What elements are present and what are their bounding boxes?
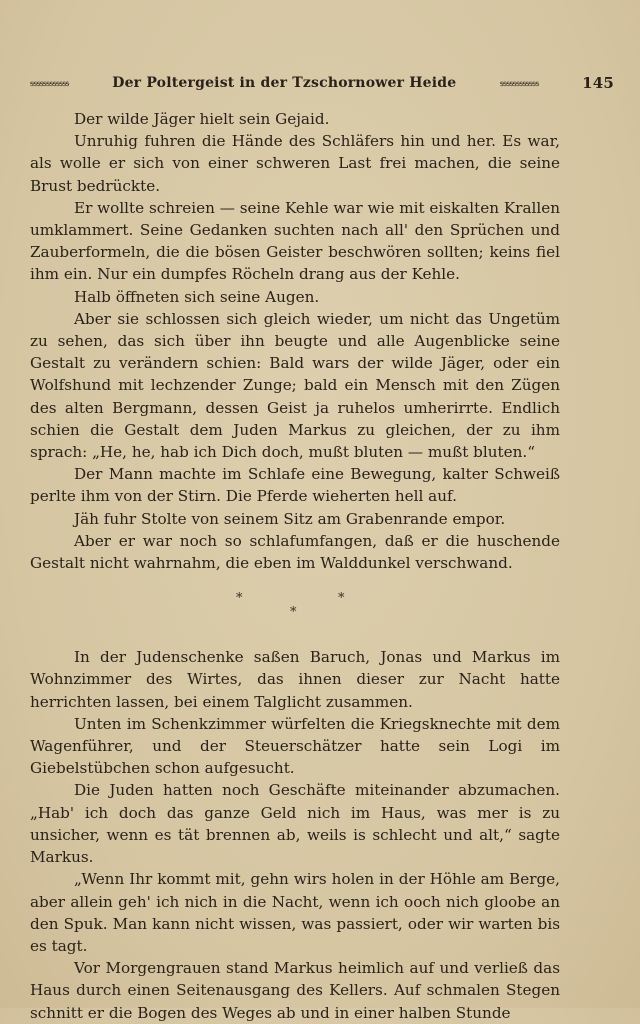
paragraph: Unruhig fuhren die Hände des Schläfers hin und her. Es war, als wolle er sich von einer schweren Last frei machen, die seine Brust bedrückte. xyxy=(30,132,560,195)
paragraph: „Wenn Ihr kommt mit, gehn wirs holen in der Höhle am Berge, aber allein geh' ich nich in die Nacht, wenn ich ooch nich gloobe an den Spuk. Man kann nicht wissen, was passiert, oder wir warten bis es tagt. xyxy=(30,870,560,955)
paragraph: Der Mann machte im Schlafe eine Bewegung, kalter Schweiß perlte ihm von der Stirn. Die Pferde wieherten hell auf. xyxy=(30,465,560,506)
page-number: 145 xyxy=(582,74,614,92)
paragraph: Aber sie schlossen sich gleich wieder, um nicht das Ungetüm zu sehen, das sich über ihn beugte und alle Augenblicke seine Gestalt zu verändern schien: Bald wars der wilde Jäger, oder ein Wolfshund mit lechzender Zunge; bald ein Mensch mit den Zügen des alten Bergmann, dessen Geist ja ruhelos umherirrte. Endlich schien die Gestalt dem Juden Markus zu gleichen, der zu ihm sprach: „He, he, hab ich Dich doch, mußt bluten — mußt bluten.“ xyxy=(30,309,560,462)
running-title: Der Poltergeist in der Tzschornower Heide xyxy=(112,75,457,91)
paragraph: Vor Morgengrauen stand Markus heimlich auf und verließ das Haus durch einen Seitenausgang des Kellers. Auf schmalen Stegen schnitt er die Bogen des Weges ab und in einer halben Stunde xyxy=(30,959,560,1022)
ornament-left: ꟊꟊꟊꟊꟊꟊꟊꟊꟊꟊꟊꟊ xyxy=(30,78,69,88)
ornament-right: ꟊꟊꟊꟊꟊꟊꟊꟊꟊꟊꟊꟊ xyxy=(499,78,539,88)
paragraph: Halb öffneten sich seine Augen. xyxy=(74,287,320,306)
paragraph: Die Juden hatten noch Geschäfte miteinander abzumachen. „Hab' ich doch das ganze Geld nich im Haus, was mer is zu unsicher, wenn es tät brennen ab, weils is schlecht und alt,“ sagte Markus. xyxy=(30,781,560,867)
asterisk: * xyxy=(236,591,243,607)
paragraph: Unten im Schenkzimmer würfelten die Kriegsknechte mit dem Wagenführer, und der Steuerschätzer hatte sein Logi im Giebelstübchen schon aufgesucht. xyxy=(30,714,560,778)
asterisk: * xyxy=(338,591,345,607)
paragraph: In der Judenschenke saßen Baruch, Jonas und Markus im Wohnzimmer des Wirtes, das ihnen dieser zur Nacht hatte herrichten lassen, bei einem Talglicht zusammen. xyxy=(30,648,560,711)
body-text xyxy=(30,108,560,1024)
paragraph: Jäh fuhr Stolte von seinem Sitz am Grabenrande empor. xyxy=(74,509,506,528)
paragraph: Er wollte schreien — seine Kehle war wie mit eiskalten Krallen umklammert. Seine Gedanken suchten nach all' den Sprüchen und Zauberformeln, die die bösen Geister beschwören sollten; keins fiel ihm ein. Nur ein dumpfes Röcheln drang aus der Kehle. xyxy=(30,198,560,284)
paragraph: Der wilde Jäger hielt sein Gejaid. xyxy=(74,110,330,128)
asterisk: * xyxy=(290,605,297,621)
running-head xyxy=(30,74,614,92)
paragraph: Aber er war noch so schlafumfangen, daß er die huschende Gestalt nicht wahrnahm, die eben im Walddunkel verschwand. xyxy=(30,531,560,573)
section-break-asterism xyxy=(30,584,560,636)
